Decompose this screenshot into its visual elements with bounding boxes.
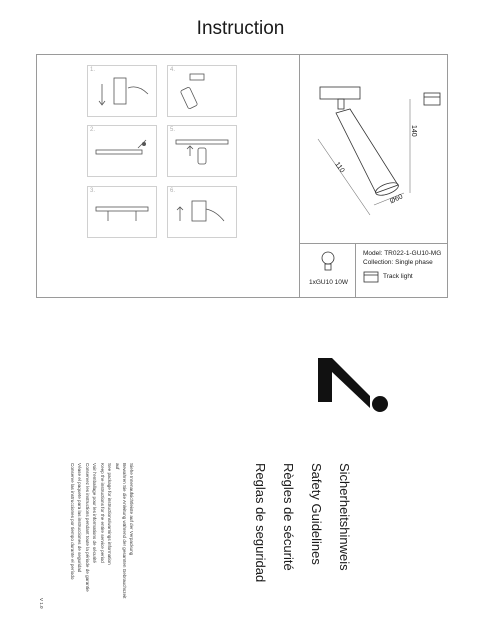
- safety-line: auf: [115, 463, 120, 470]
- frame-divider: [355, 243, 356, 297]
- model-label: Model: TR022-1-GU10-MG: [363, 250, 442, 257]
- safety-line: Conservez les instructions pendant toute la période de garantie: [85, 463, 90, 592]
- dimension-length: 110: [333, 161, 346, 175]
- track-illustration: [88, 126, 156, 176]
- safety-line: See package for instructions/warnings information: [107, 463, 112, 565]
- spot-rotate-illustration: [168, 66, 236, 116]
- dimension-height: 140: [410, 125, 417, 137]
- version-label: V 1.0: [39, 598, 44, 609]
- safety-title-en: Safety Guidelines: [309, 463, 324, 565]
- step-1-panel: [87, 65, 157, 117]
- step-2-panel: [87, 125, 157, 177]
- bulb-label: 1xGU10 10W: [309, 279, 349, 286]
- step-4-panel: [167, 65, 237, 117]
- instruction-frame: [36, 54, 448, 298]
- safety-title-de: Sicherheitshinweis: [337, 463, 352, 571]
- step-number: 3.: [90, 188, 96, 194]
- brand-logo: [318, 358, 392, 418]
- safety-line: Voir l'emballage pour les informations de sécurité: [92, 463, 97, 563]
- page-title: Instruction: [196, 18, 285, 39]
- dimension-diameter: Ø60: [389, 193, 404, 206]
- step-number: 1.: [90, 67, 96, 73]
- step-number: 4.: [170, 67, 176, 73]
- track-icon: [363, 271, 379, 283]
- safety-line: Bewahren Sie die Anleitung während der gesamten Gebrauchszeit: [122, 463, 127, 599]
- safety-line: Véase el paquete para las instrucciones de seguridad: [77, 463, 82, 573]
- product-drawing: [300, 65, 448, 241]
- step-number: 2.: [90, 127, 96, 133]
- spot-insert-illustration: [168, 126, 236, 176]
- step-number: 5.: [170, 127, 176, 133]
- collection-label: Collection: Single phase: [363, 259, 433, 266]
- wall-mount-illustration: [88, 66, 156, 116]
- step-6-panel: [167, 186, 237, 238]
- spot-lock-illustration: [168, 187, 236, 237]
- safety-line: Conserve las instrucciones por tiempo durante el período: [70, 463, 75, 580]
- bulb-icon: [319, 250, 337, 274]
- safety-line: Keep the instructions for the entire service period: [100, 463, 105, 563]
- track-label: Track light: [383, 273, 413, 280]
- step-number: 6.: [170, 188, 176, 194]
- safety-line: Siehe Innenaufsichtleiste auf der Verpackung: [129, 463, 134, 556]
- frame-divider: [299, 243, 447, 244]
- track-install-illustration: [88, 187, 156, 237]
- safety-title-fr: Règles de sécurité: [281, 463, 296, 571]
- safety-title-es: Reglas de seguridad: [253, 463, 268, 583]
- step-3-panel: [87, 186, 157, 238]
- step-5-panel: [167, 125, 237, 177]
